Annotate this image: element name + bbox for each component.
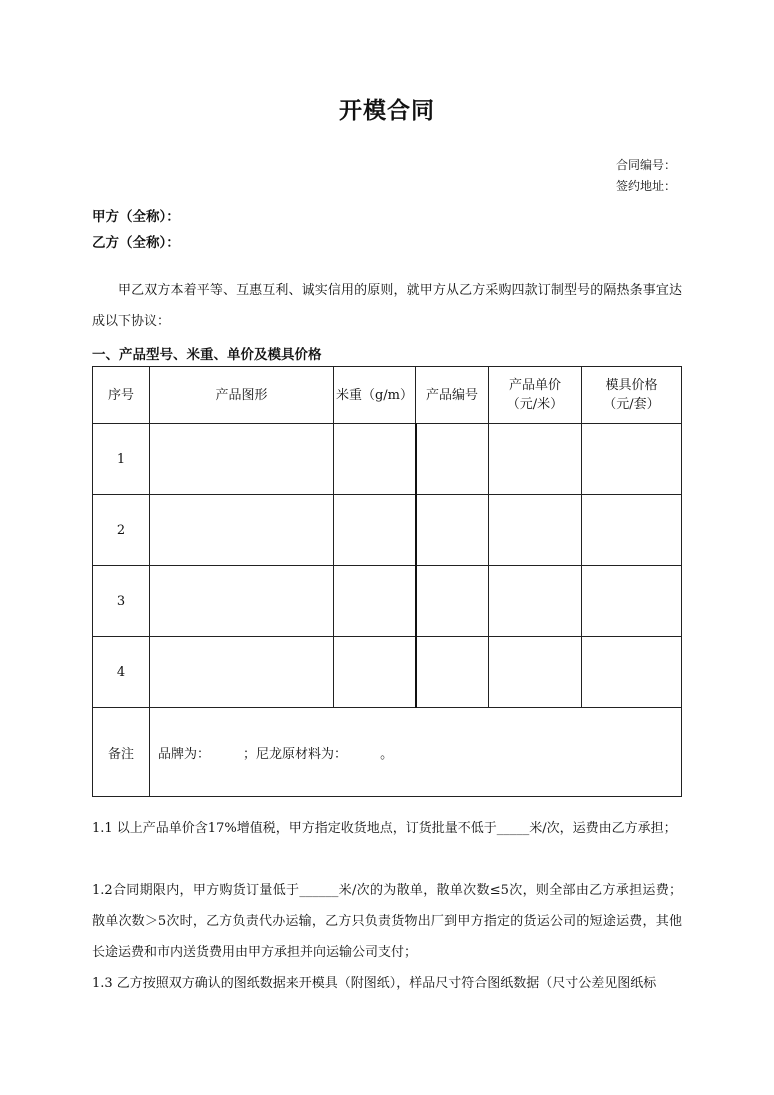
table-row (93, 566, 682, 637)
table-remark-row (93, 708, 682, 797)
remark-label: 备注 (93, 708, 150, 797)
row-weight-cell (334, 424, 416, 495)
row-seq: 2 (93, 495, 150, 566)
remark-text: 品牌为： ；尼龙原材料为： 。 (150, 708, 682, 797)
table-header-row (93, 367, 682, 424)
table-row (93, 495, 682, 566)
header-mold-price (582, 367, 682, 424)
header-mold-price-line2: （元/套） (603, 397, 660, 412)
row-mold-price-cell (582, 424, 682, 495)
row-mold-price-cell (582, 566, 682, 637)
row-figure-cell (150, 566, 334, 637)
row-figure-cell (150, 637, 334, 708)
document-title: 开模合同 (339, 98, 435, 124)
row-code-cell (416, 637, 489, 708)
row-unit-price-cell (489, 424, 582, 495)
row-weight-cell (334, 566, 416, 637)
row-unit-price-cell (489, 495, 582, 566)
row-weight-cell (334, 637, 416, 708)
party-a-label: 甲方（全称）： (92, 209, 180, 225)
header-mold-price-line1: 模具价格 (605, 378, 658, 393)
row-seq: 4 (93, 637, 150, 708)
row-seq: 1 (93, 424, 150, 495)
row-unit-price-cell (489, 566, 582, 637)
header-unit-price-line2: （元/米） (506, 397, 564, 412)
section-1-heading: 一、产品型号、米重、单价及模具价格 (92, 347, 322, 363)
party-b-label: 乙方（全称）： (92, 235, 180, 251)
row-code-cell (416, 424, 489, 495)
table-row (93, 637, 682, 708)
row-mold-price-cell (582, 495, 682, 566)
row-seq: 3 (93, 566, 150, 637)
row-code-cell (416, 566, 489, 637)
row-mold-price-cell (582, 637, 682, 708)
clause-1-1: 1.1 以上产品单价含17%增值税，甲方指定收货地点，订货批量不低于_____米/次，运费由乙方承担； (92, 821, 677, 836)
clause-1-3: 1.3 乙方按照双方确认的图纸数据来开模具（附图纸），样品尺寸符合图纸数据（尺寸公差见图纸标 (92, 976, 657, 991)
table-row (93, 424, 682, 495)
sign-place-label: 签约地址： (616, 179, 677, 193)
header-unit-price (489, 367, 582, 424)
header-figure: 产品图形 (150, 367, 334, 424)
header-seq: 序号 (93, 367, 150, 424)
intro-paragraph: 甲乙双方本着平等、互惠互利、诚实信用的原则，就甲方从乙方采购四款订制型号的隔热条事宜达成以下协议： (92, 283, 682, 329)
row-unit-price-cell (489, 637, 582, 708)
row-code-cell (416, 495, 489, 566)
header-weight: 米重（g/m） (334, 367, 416, 424)
spec-table (92, 366, 682, 797)
row-figure-cell (150, 495, 334, 566)
contract-number-label: 合同编号： (616, 158, 677, 172)
header-unit-price-line1: 产品单价 (508, 378, 561, 393)
clause-1-2: 1.2合同期限内，甲方购货订量低于______米/次的为散单，散单次数≤5次，则全部由乙方承担运费；散单次数＞5次时，乙方负责代办运输，乙方只负责货物出厂到甲方指定的货运公司的短途运费，其他长途运费和市内送货费用由甲方承担并向运输公司支付； (92, 883, 682, 960)
row-weight-cell (334, 495, 416, 566)
header-code: 产品编号 (416, 367, 489, 424)
row-figure-cell (150, 424, 334, 495)
